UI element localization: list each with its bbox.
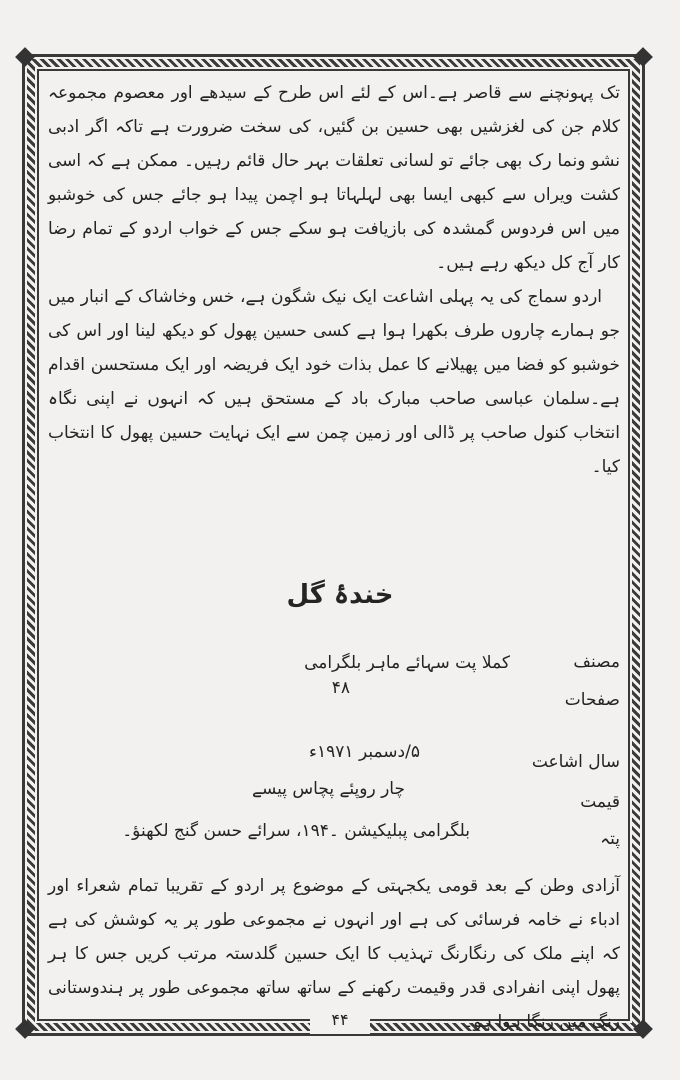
detail-row xyxy=(48,778,620,814)
paragraph: آزادی وطن کے بعد قومی یکجہتی کے موضوع پر اردو کے تقریبا تمام شعراء اور ادباء نے خامہ فرسائی کی ہے اور انہوں نے مجموعی طور پر یہ کوشش کی ہے کہ اپنے ملک کی رنگارنگ تہذیب کا ایک حسین گلدستہ مرتب کریں جس کا ہر پھول اپنی انفرادی قدر وقیمت رکھنے کے ساتھ ساتھ مجموعی طور پر ہندوستانی رنگ میں رنگا ہوا ہو۔ xyxy=(48,876,620,1032)
upper-text xyxy=(48,76,620,484)
detail-label: صفحات xyxy=(564,690,620,710)
detail-value: ۴۸ xyxy=(331,678,350,698)
detail-value: کملا پت سہائے ماہر بلگرامی xyxy=(304,653,510,673)
paragraph: تک پہونچنے سے قاصر ہے۔اس کے لئے اس طرح کے سیدھے اور معصوم مجموعہ کلام جن کی لغزشیں بھی حسین بن گئیں، کی سخت ضرورت ہے تاکہ اگر ادبی نشو ونما رک بھی جائے تو لسانی تعلقات بہر حال قائم رہیں۔ ممکن ہے کہ اسی کشت ویراں سے کبھی ایسا بھی لہلہاتا ہو اچمن پیدا ہو جائے جس کی خوشبو میں اس فردوس گمشدہ کی بازیافت ہو سکے جس کے خواب اردو کے تمام رضا کار آج کل دیکھ رہے ہیں۔ xyxy=(48,83,620,273)
detail-label: پتہ xyxy=(600,829,620,849)
book-title: خندۂ گل xyxy=(286,580,394,610)
page-number: ۴۴ xyxy=(310,1006,370,1034)
detail-label: سال اشاعت xyxy=(531,752,620,772)
detail-label: قیمت xyxy=(580,792,620,812)
detail-row xyxy=(48,820,620,856)
paragraph xyxy=(48,280,620,484)
detail-value: بلگرامی پبلیکیشن ۔۱۹۴، سرائے حسن گنج لکھنؤ۔ xyxy=(122,821,470,841)
detail-value: ۵/دسمبر ۱۹۷۱ء xyxy=(309,742,420,762)
paragraph-text: اردو سماج کی یہ پہلی اشاعت ایک نیک شگون ہے، خس وخاشاک کے انبار میں جو ہمارے چاروں طرف بکھرا ہوا ہے کسی حسین پھول کو دیکھ لینا اور اس کی خوشبو کو فضا میں پھیلانے کا عمل بذات خود ایک فریضہ اور ایک مستحسن اقدام ہے۔سلمان عباسی صاحب مبارک باد کے مستحق ہیں کہ انہوں نے اپنی نگاہ انتخاب کنول صاحب پر ڈالی اور زمین چمن سے ایک نہایت حسین پھول کا انتخاب کیا۔ xyxy=(48,287,620,477)
detail-value: چار روپئے پچاس پیسے xyxy=(252,779,405,799)
detail-label: مصنف xyxy=(573,652,620,672)
detail-row xyxy=(48,678,620,726)
